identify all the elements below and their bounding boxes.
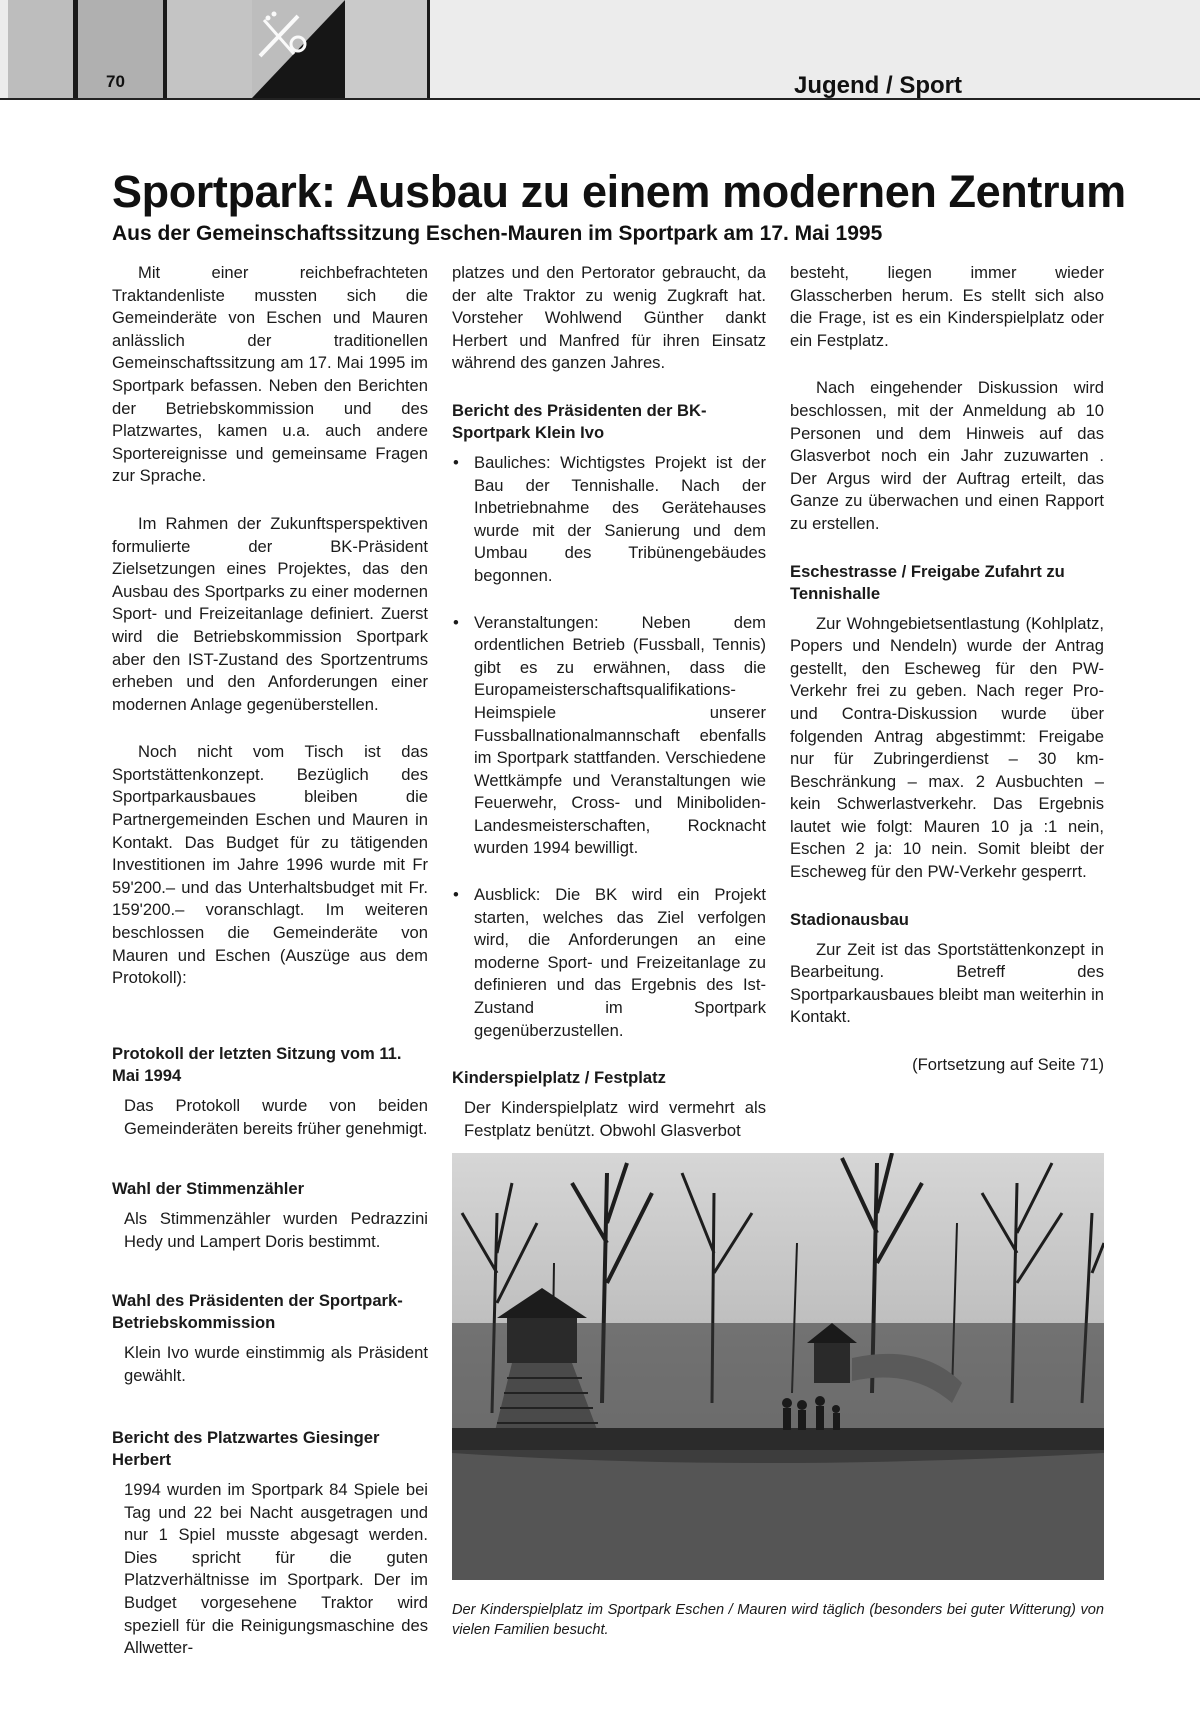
stimmen-section bbox=[112, 1178, 428, 1253]
sport-emblem-icon bbox=[254, 8, 310, 64]
list-item: • Bauliches: Wichtigstes Projekt ist der Bau der Tennishalle. Nach der Inbetriebnahme des Gerätehauses wurde mit der Sanierung und dem Umbau des Tribünengebäudes begonnen. bbox=[452, 452, 766, 588]
intro-paragraph-1: Mit einer reichbefrachteten Traktandenliste mussten sich die Gemeinderäte von Eschen und Mauren anlässlich der traditionellen Gemeinschaftssitzung am 17. Mai 1995 im Sportpark befassen. Neben den Berichten der Betriebskommission und des Platzwartes, kamen u.a. auch andere Sportereignisse und gemeinsame Fragen zur Sprache. bbox=[112, 263, 428, 486]
stadionausbau-heading: Stadionausbau bbox=[790, 909, 909, 929]
bk-report-list bbox=[452, 452, 766, 1042]
praesident-heading: Wahl des Präsidenten der Sportpark-Betriebskommission bbox=[112, 1291, 403, 1332]
stimmen-heading: Wahl der Stimmenzähler bbox=[112, 1179, 305, 1198]
protokoll-text: Das Protokoll wurde von beiden Gemeinderäten bereits früher genehmigt. bbox=[124, 1096, 428, 1138]
column-1 bbox=[112, 262, 428, 1015]
list-item: • Ausblick: Die BK wird ein Projekt starten, welches das Ziel verfolgen wird, die Anforderungen an eine moderne Sport- und Freizeitanlage zu definieren und das Ergebnis des Ist-Zustand im Sportpark gegenüberzustellen. bbox=[452, 884, 766, 1042]
diskussion-paragraph: Nach eingehender Diskussion wird beschlossen, mit der Anmeldung ab 10 Personen und dem Hinweis auf das Glasverbot noch ein Jahr zuzuwarten . Der Argus wird der Auftrag erteilt, das Ganze zu überwachen und einen Rapport zu erstellen. bbox=[790, 378, 1104, 533]
eschestrasse-text: Zur Wohngebietsentlastung (Kohlplatz, Popers und Nendeln) wurde der Antrag gestellt, den Escheweg für den PW-Verkehr frei zu geben. Nach reger Pro- und Contra-Diskussion wurde über folgenden Antrag abgestimmt: Freigabe nur für Zubringerdienst – 30 km-Beschränkung – max. 2 Ausbuchten – kein Schwerlastverkehr. Das Ergebnis lautet wie folgt: Mauren 10 ja :1 nein, Eschen 2 ja: 10 nein. Somit bleibt der Escheweg für den PW-Verkehr gesperrt. bbox=[790, 613, 1104, 882]
protokoll-heading: Protokoll der letzten Sitzung vom 11. Mai 1994 bbox=[112, 1044, 402, 1085]
stimmen-text: Als Stimmenzähler wurden Pedrazzini Hedy und Lampert Doris bestimmt. bbox=[124, 1209, 428, 1251]
photo-caption: Der Kinderspielplatz im Sportpark Eschen / Mauren wird täglich (besonders bei guter Witterung) von vielen Familien besucht. bbox=[452, 1602, 1104, 1638]
eschestrasse-heading: Eschestrasse / Freigabe Zufahrt zu Tennishalle bbox=[790, 561, 1065, 603]
stadionausbau-text: Zur Zeit ist das Sportstättenkonzept in Bearbeitung. Betreff des Sportparkausbaues bleibt man weiterhin in Kontakt. bbox=[790, 939, 1104, 1027]
intro-paragraph-3: Noch nicht vom Tisch ist das Sportstättenkonzept. Bezüglich des Sportparkausbaues bleiben die Partnergemeinden Eschen und Mauren in Kontakt. Das Budget für zu tätigenden Investitionen im Jahre 1996 wurde mit Fr 59'200.– und das Unterhaltsbudget mit Fr. 159'200.– voranschlagt. Im weiteren beschlossen die Gemeinderäte von Mauren und Eschen (Auszüge aus dem Protokoll): bbox=[112, 742, 428, 988]
article-subtitle: Aus der Gemeinschaftssitzung Eschen-Mauren im Sportpark am 17. Mai 1995 bbox=[112, 222, 883, 245]
platzwart-continuation: platzes und den Pertorator gebraucht, da der alte Traktor zu wenig Zugkraft hat. Vorsteher Wohlwend Günther dankt Herbert und Manfred für ihren Einsatz während des ganzen Jahres. bbox=[452, 263, 766, 373]
header-stripes bbox=[0, 0, 440, 100]
platzwart-heading: Bericht des Platzwartes Giesinger Herbert bbox=[112, 1428, 380, 1469]
playground-photo-image bbox=[452, 1153, 1104, 1580]
glas-continuation: besteht, liegen immer wieder Glasscherben herum. Es stellt sich also die Frage, ist es ein Kinderspielplatz oder ein Festplatz. bbox=[790, 263, 1104, 350]
platzwart-section bbox=[112, 1427, 428, 1660]
intro-paragraph-2: Im Rahmen der Zukunftsperspektiven formulierte der BK-Präsident Zielsetzungen eines Projektes, das den Ausbau des Sportparks zu einer modernen Sport- und Freizeitanlage definiert. Zuerst wird die Betriebskommission Sportpark aber den IST-Zustand des Sportzentrums erheben und den Anforderungen einer modernen Anlage gegenüberstellen. bbox=[112, 513, 428, 714]
platzwart-text: 1994 wurden im Sportpark 84 Spiele bei Tag und 22 bei Nacht ausgetragen und nur 1 Spiel musste abgesagt werden. Dies spricht für die guten Platzverhältnisse im Sportpark. Der im Budget vorgesehene Traktor wird speziell für die Reinigungsmaschine des Allwetter- bbox=[124, 1480, 428, 1658]
page-number: 70 bbox=[106, 72, 125, 91]
praesident-text: Klein Ivo wurde einstimmig als Präsident gewählt. bbox=[124, 1343, 428, 1385]
protokoll-section bbox=[112, 1043, 428, 1140]
column-2 bbox=[452, 262, 766, 1167]
header-rule bbox=[0, 98, 1200, 100]
article-title: Sportpark: Ausbau zu einem modernen Zentrum bbox=[112, 166, 1126, 217]
bk-report-heading: Bericht des Präsidenten der BK-Sportpark Klein Ivo bbox=[452, 400, 707, 442]
playground-photo bbox=[452, 1153, 1104, 1580]
kinderspielplatz-heading: Kinderspielplatz / Festplatz bbox=[452, 1068, 666, 1088]
section-title: Jugend / Sport bbox=[794, 72, 962, 99]
list-item: • Veranstaltungen: Neben dem ordentlichen Betrieb (Fussball, Tennis) gibt es zu erwähnen, dass die Europameisterschaftsqualifikations-Heimspiele unserer Fussballnationalmannschaft ebenfalls im Sportpark stattfanden. Verschiedene Wettkämpfe und Veranstaltungen wie Feuerwehr, Cross- und Miniboliden-Landesmeisterschaften, Rocknacht wurden 1994 bewilligt. bbox=[452, 612, 766, 861]
kinderspielplatz-text: Der Kinderspielplatz wird vermehrt als Festplatz benützt. Obwohl Glasverbot bbox=[464, 1098, 766, 1140]
column-3 bbox=[790, 262, 1104, 1102]
continuation-note: (Fortsetzung auf Seite 71) bbox=[912, 1055, 1104, 1075]
praesident-section bbox=[112, 1290, 428, 1387]
